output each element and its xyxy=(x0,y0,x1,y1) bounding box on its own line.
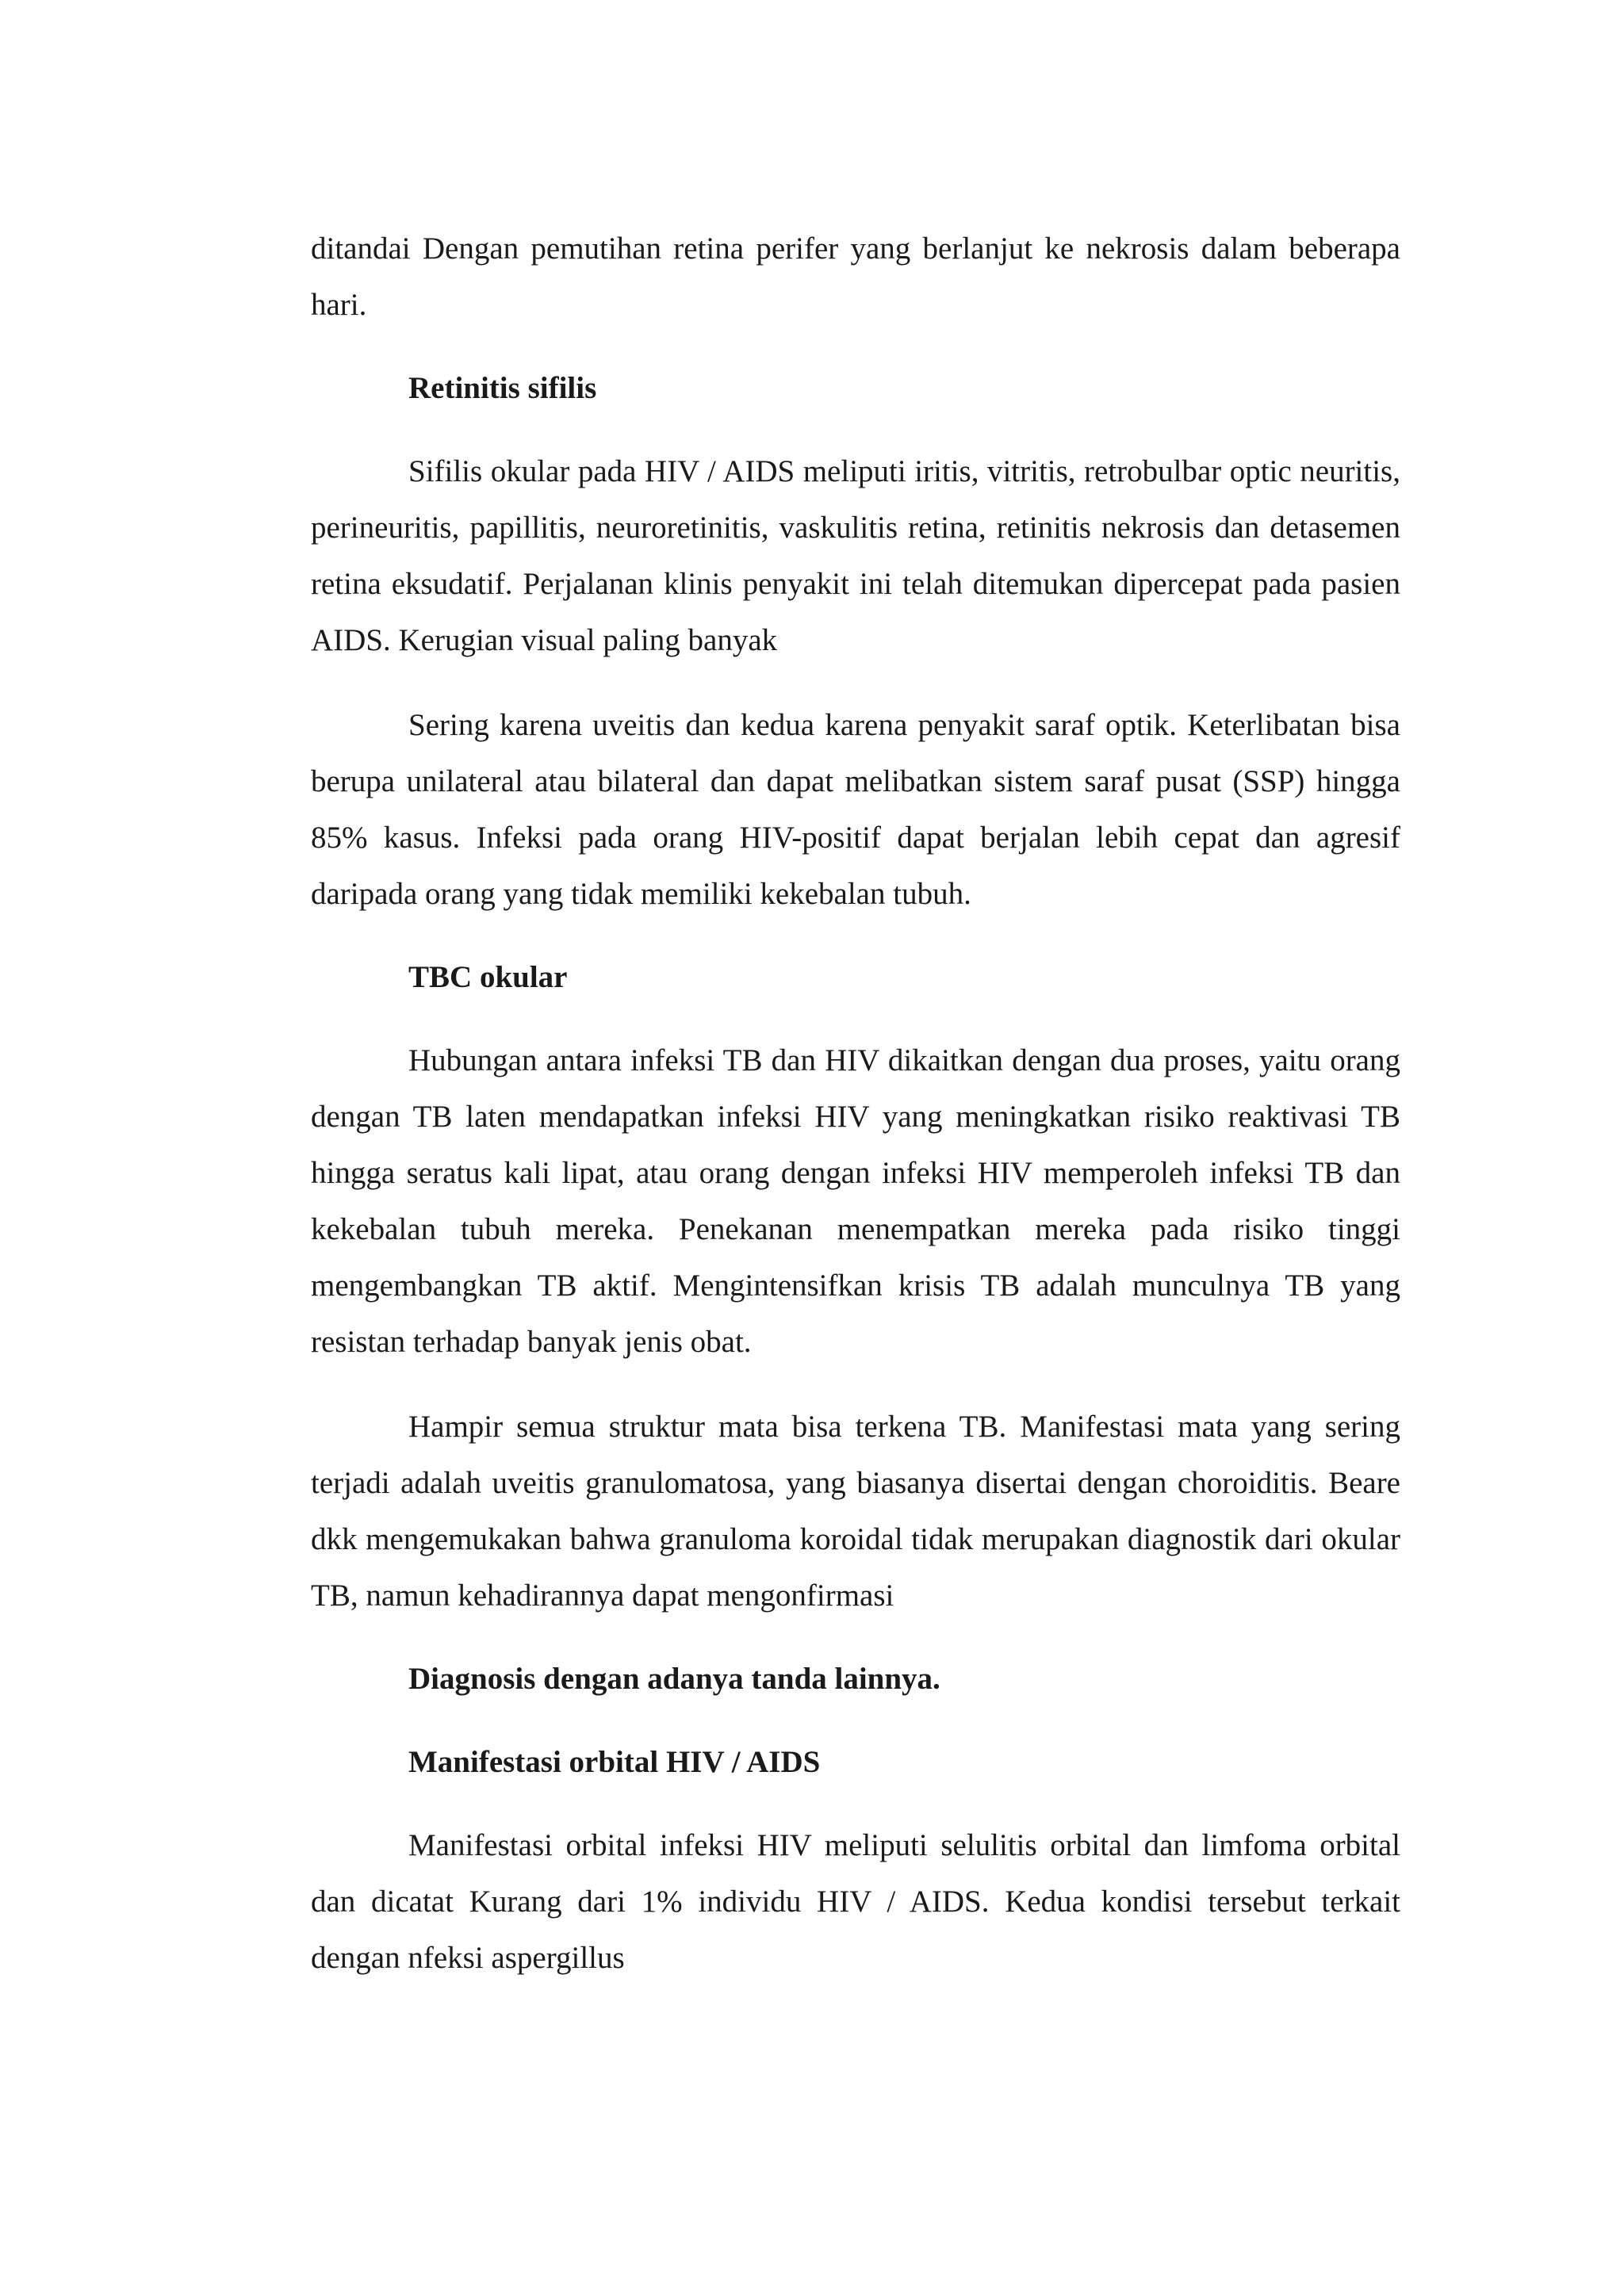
document-body xyxy=(311,220,1400,1986)
paragraph-orbital-infection: Manifestasi orbital infeksi HIV meliputi selulitis orbital dan limfoma orbital dan dicatat Kurang dari 1% individu HIV / AIDS. Kedua kondisi tersebut terkait dengan nfeksi aspergillus xyxy=(311,1828,1400,1975)
paragraph-spacer xyxy=(311,1707,1400,1734)
paragraph-spacer xyxy=(311,1370,1400,1399)
paragraph-sifilis-okular: Sifilis okular pada HIV / AIDS meliputi iritis, vitritis, retrobulbar optic neuritis, perineuritis, papillitis, neuroretinitis, vaskulitis retina, retinitis nekrosis dan detasemen retina eksudatif. Perjalanan klinis penyakit ini telah ditemukan dipercepat pada pasien AIDS. Kerugian visual paling banyak xyxy=(311,454,1400,657)
paragraph-retina-necrosis: ditandai Dengan pemutihan retina perifer yang berlanjut ke nekrosis dalam beberapa hari. xyxy=(311,232,1400,322)
paragraph-spacer xyxy=(311,1624,1400,1651)
heading-retinitis-sifilis: Retinitis sifilis xyxy=(408,371,597,405)
heading-manifestasi-orbital: Manifestasi orbital HIV / AIDS xyxy=(408,1745,821,1779)
paragraph-uveitis: Sering karena uveitis dan kedua karena penyakit saraf optik. Keterlibatan bisa berupa unilateral atau bilateral dan dapat melibatkan sistem saraf pusat (SSP) hingga 85% kasus. Infeksi pada orang HIV-positif dapat berjalan lebih cepat dan agresif daripada orang yang tidak memiliki kekebalan tubuh. xyxy=(311,708,1400,911)
paragraph-spacer xyxy=(311,333,1400,360)
paragraph-spacer xyxy=(311,416,1400,443)
paragraph-spacer xyxy=(311,1790,1400,1817)
paragraph-tb-hiv: Hubungan antara infeksi TB dan HIV dikaitkan dengan dua proses, yaitu orang dengan TB laten mendapatkan infeksi HIV yang meningkatkan risiko reaktivasi TB hingga seratus kali lipat, atau orang dengan infeksi HIV memperoleh infeksi TB dan kekebalan tubuh mereka. Penekanan menempatkan mereka pada risiko tinggi mengembangkan TB aktif. Mengintensifkan krisis TB adalah munculnya TB yang resistan terhadap banyak jenis obat. xyxy=(311,1043,1400,1359)
paragraph-spacer xyxy=(311,1005,1400,1032)
paragraph-struktur-mata: Hampir semua struktur mata bisa terkena TB. Manifestasi mata yang sering terjadi adalah uveitis granulomatosa, yang biasanya disertai dengan choroiditis. Beare dkk mengemukakan bahwa granuloma koroidal tidak merupakan diagnostik dari okular TB, namun kehadirannya dapat mengonfirmasi xyxy=(311,1410,1400,1613)
paragraph-spacer xyxy=(311,668,1400,697)
paragraph-spacer xyxy=(311,922,1400,949)
heading-tbc-okular: TBC okular xyxy=(408,960,568,994)
heading-diagnosis: Diagnosis dengan adanya tanda lainnya. xyxy=(408,1662,940,1696)
